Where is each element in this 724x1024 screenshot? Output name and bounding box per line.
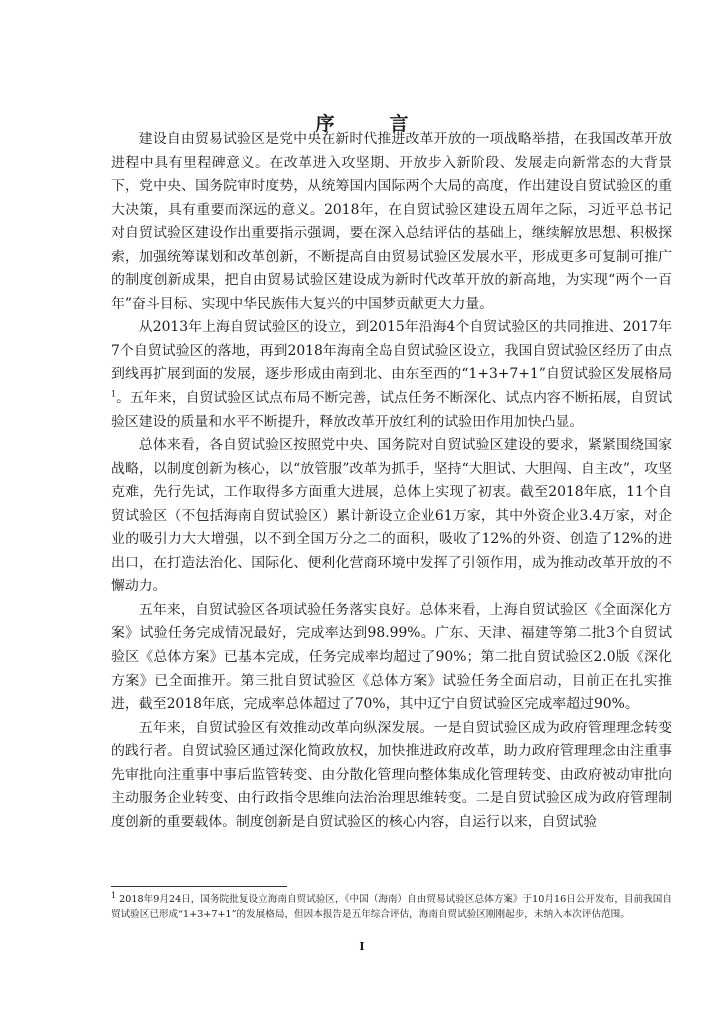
- paragraph-2-text-end: 。五年来，自贸试验区试点布局不断完善，试点任务不断深化、试点内容不断拓展，自贸试验区建设的质量和水平不断提升，释放改革开放红利的试验田作用加快凸显。: [111, 390, 672, 430]
- paragraph-4: 五年来，自贸试验区各项试验任务落实良好。总体来看，上海自贸试验区《全面深化方案》试验任务完成情况最好，完成率达到98.99%。广东、天津、福建等第二批3个自贸试验区《总体方案》已基本完成，任务完成率均超过了90%；第二批自贸试验区2.0版《深化方案》已全面推开。第三批自贸试验区《总体方案》试验任务全面启动，目前正在扎实推进，截至2018年底，完成率总体超过了70%，其中辽宁自贸试验区完成率超过90%。: [111, 601, 672, 713]
- footnote-text: 2018年9月24日，国务院批复设立海南自贸试验区，《中国（海南）自由贸易试验区总体方案》于10月16日公开发布，目前我国自贸试验区已形成“1+3+7+1”的发展格局，但因本报告是五年综合评估，海南自贸试验区刚刚起步，未纳入本次评估范围。: [111, 894, 672, 920]
- paragraph-2-text-start: 从2013年上海自贸试验区的设立，到2015年沿海4个自贸试验区的共同推进、2017年7个自贸试验区的落地，再到2018年海南全岛自贸试验区设立，我国自贸试验区经历了由点到线再扩展到面的发展，逐步形成由南到北、由东至西的“1+3+7+1”自贸试验区发展格局: [111, 319, 672, 383]
- body-text: [111, 128, 672, 834]
- footnote-reference: 1: [111, 389, 117, 399]
- page-number: I: [359, 940, 365, 953]
- footnote-divider: [111, 886, 287, 887]
- page-title: 序 言: [315, 112, 427, 135]
- footnote: [111, 890, 672, 922]
- paragraph-3: 总体来看，各自贸试验区按照党中央、国务院对自贸试验区建设的要求，紧紧围绕国家战略，以制度创新为核心，以“放管服”改革为抓手，坚持“大胆试、大胆闯、自主改”，攻坚克难，先行先试，工作取得多方面重大进展，总体上实现了初衷。截至2018年底，11个自贸试验区（不包括海南自贸试验区）累计新设立企业61万家，其中外资企业3.4万家，对企业的吸引力大大增强，以不到全国万分之二的面积，吸收了12%的外资、创造了12%的进出口，在打造法治化、国际化、便利化营商环境中发挥了引领作用，成为推动改革开放的不懈动力。: [111, 437, 672, 595]
- paragraph-2: [111, 316, 672, 434]
- paragraph-1: 建设自由贸易试验区是党中央在新时代推进改革开放的一项战略举措，在我国改革开放进程中具有里程碑意义。在改革进入攻坚期、开放步入新阶段、发展走向新常态的大背景下，党中央、国务院审时度势，从统筹国内国际两个大局的高度，作出建设自贸试验区的重大决策，具有重要而深远的意义。2018年，在自贸试验区建设五周年之际，习近平总书记对自贸试验区建设作出重要指示强调，要在深入总结评估的基础上，继续解放思想、积极探索，加强统筹谋划和改革创新，不断提高自由贸易试验区发展水平，形成更多可复制可推广的制度创新成果，把自由贸易试验区建设成为新时代改革开放的新高地，为实现“两个一百年”奋斗目标、实现中华民族伟大复兴的中国梦贡献更大力量。: [111, 131, 672, 312]
- footnote-marker: 1: [111, 890, 117, 900]
- paragraph-5: 五年来，自贸试验区有效推动改革向纵深发展。一是自贸试验区成为政府管理理念转变的践行者。自贸试验区通过深化简政放权，加快推进政府改革，助力政府管理理念由注重事先审批向注重事中事后监管转变、由分散化管理向整体集成化管理转变、由政府被动审批向主动服务企业转变、由行政指令思维向法治治理思维转变。二是自贸试验区成为政府管理制度创新的重要载体。制度创新是自贸试验区的核心内容，自运行以来，自贸试验: [111, 719, 672, 830]
